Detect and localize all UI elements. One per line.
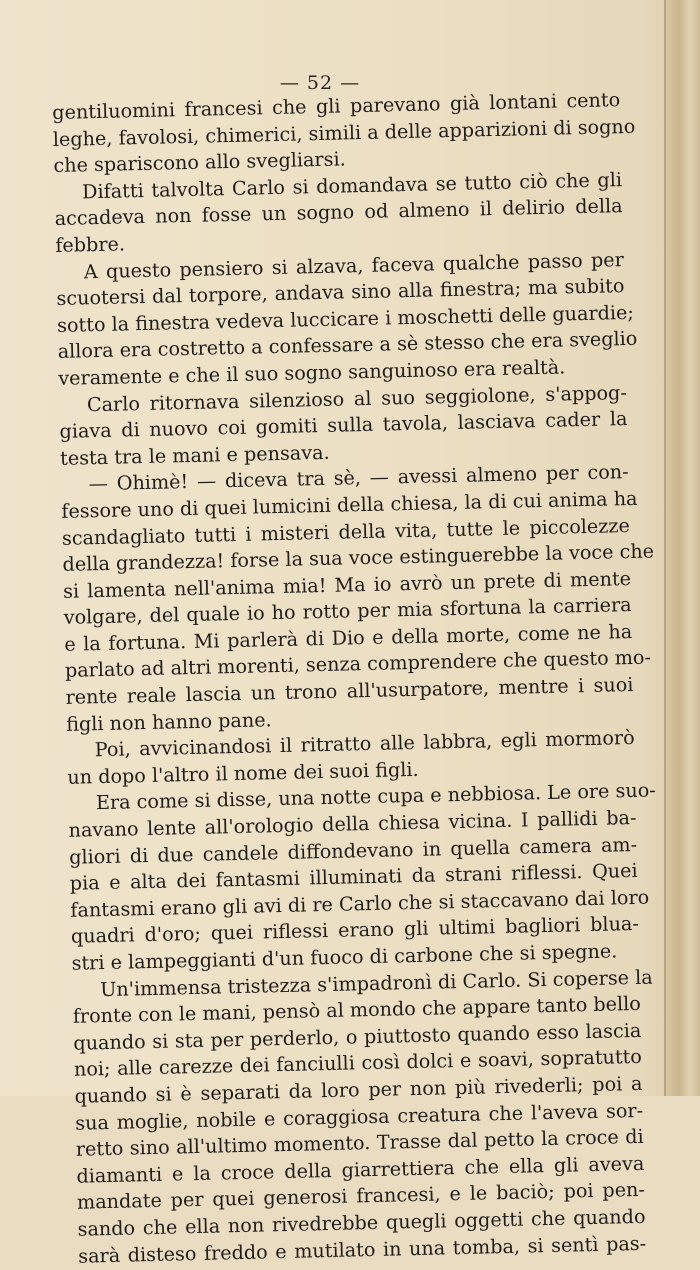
text-line: sua moglie, nobile e coraggiosa creatura che l'aveva sor- bbox=[74, 1098, 644, 1135]
text-line: sando che ella non rivedrebbe quegli oggetti che quando bbox=[77, 1204, 646, 1241]
text-line: stri e lampeggianti d'un fuoco di carbone che si spegne. bbox=[71, 939, 618, 975]
text-line: testa tra le mani e pensava. bbox=[59, 440, 330, 470]
text-line: sarà disteso freddo e mutilato in una tomba, si sentì pas- bbox=[77, 1231, 647, 1268]
body-text bbox=[52, 87, 656, 1270]
text-line: Difatti talvolta Carlo si domandava se tutto ciò che gli bbox=[81, 167, 623, 204]
text-line: fessore uno di quei lumicini della chiesa, la di cui anima ha bbox=[61, 486, 638, 523]
text-line: pia e alta dei fantasmi illuminati da strani riflessi. Quei bbox=[69, 859, 638, 896]
text-line: retto sino all'ultimo momento. Trasse dal petto la croce di bbox=[75, 1125, 644, 1161]
text-line: si lamenta nell'anima mia! Ma io avrò un prete di mente bbox=[62, 566, 632, 603]
text-line: noi; alle carezze dei fanciulli così dolci e soavi, sopratutto bbox=[73, 1045, 643, 1082]
text-line: gentiluomini francesi che gli parevano già lontani cento bbox=[52, 88, 621, 124]
text-line: scuotersi dal torpore, andava sino alla finestra; ma subito bbox=[56, 274, 625, 311]
text-line: A questo pensiero si alzava, faceva qualche passo per bbox=[83, 247, 625, 283]
text-line: quadri d'oro; quei riflessi erano gli ultimi bagliori blua- bbox=[70, 912, 640, 949]
text-line: e la fortuna. Mi parlerà di Dio e della morte, come ne ha bbox=[64, 619, 633, 656]
text-line: fantasmi erano gli avi di re Carlo che si staccavano dai loro bbox=[70, 885, 650, 922]
book-spine bbox=[664, 0, 700, 1096]
text-line: Carlo ritornava silenzioso al suo seggiolone, s'appog- bbox=[86, 380, 628, 416]
text-line: mandate per quei generosi francesi, e le baciò; poi pen- bbox=[76, 1178, 646, 1215]
text-line: veramente e che il suo sogno sanguinoso era realtà. bbox=[58, 355, 566, 390]
text-line: figli non hanno pane. bbox=[65, 707, 272, 736]
page-number: — 52 — bbox=[279, 72, 361, 94]
text-line: allora era costretto a confessare a sè stesso che era sveglio bbox=[57, 327, 638, 364]
text-line: Era come si disse, una notte cupa e nebbiosa. Le ore suo- bbox=[95, 778, 656, 815]
text-line: che spariscono allo svegliarsi. bbox=[53, 147, 346, 178]
text-line: Poi, avvicinandosi il ritratto alle labbra, egli mormorò bbox=[94, 726, 635, 762]
text-line: volgare, del quale io ho rotto per mia sfortuna la carriera bbox=[63, 593, 632, 630]
text-line: gliori di due candele diffondevano in quella camera am- bbox=[68, 832, 638, 869]
text-line: febbre. bbox=[55, 232, 126, 257]
text-line: — Ohimè! — diceva tra sè, — avessi almeno per con- bbox=[88, 460, 629, 496]
text-line: un dopo l'altro il nome dei suoi figli. bbox=[67, 757, 419, 789]
text-line: scandagliato tutti i misteri della vita, tutte le piccolezze bbox=[61, 513, 631, 550]
text-line: leghe, favolosi, chimerici, simili a delle apparizioni di sogno bbox=[52, 114, 636, 151]
text-line: quando si sta per perderlo, o piuttosto quando esso lascia bbox=[73, 1018, 642, 1055]
text-line: Un'immensa tristezza s'impadronì di Carlo. Si coperse la bbox=[99, 965, 653, 1001]
text-line: quando si è separati da loro per non più rivederli; poi a bbox=[74, 1071, 643, 1108]
text-line: sotto la finestra vedeva luccicare i moschetti delle guardie; bbox=[56, 300, 635, 337]
text-line: giava di nuovo coi gomiti sulla tavola, lasciava cader la bbox=[59, 407, 628, 444]
text-line: fronte con le mani, pensò al mondo che appare tanto bello bbox=[72, 992, 642, 1028]
text-line: navano lente all'orologio della chiesa vicina. I pallidi ba- bbox=[68, 805, 637, 842]
text-line: accadeva non fosse un sogno od almeno il delirio della bbox=[54, 194, 623, 231]
text-line: parlato ad altri morenti, senza comprendere che questo mo- bbox=[64, 646, 652, 683]
text-line: diamanti e la croce della giarrettiera che ella gli aveva bbox=[76, 1151, 645, 1188]
text-line: rente reale lascia un trono all'usurpatore, mentre i suoi bbox=[65, 673, 634, 709]
text-line: della grandezza! forse la sua voce estinguerebbe la voce che bbox=[62, 539, 655, 576]
